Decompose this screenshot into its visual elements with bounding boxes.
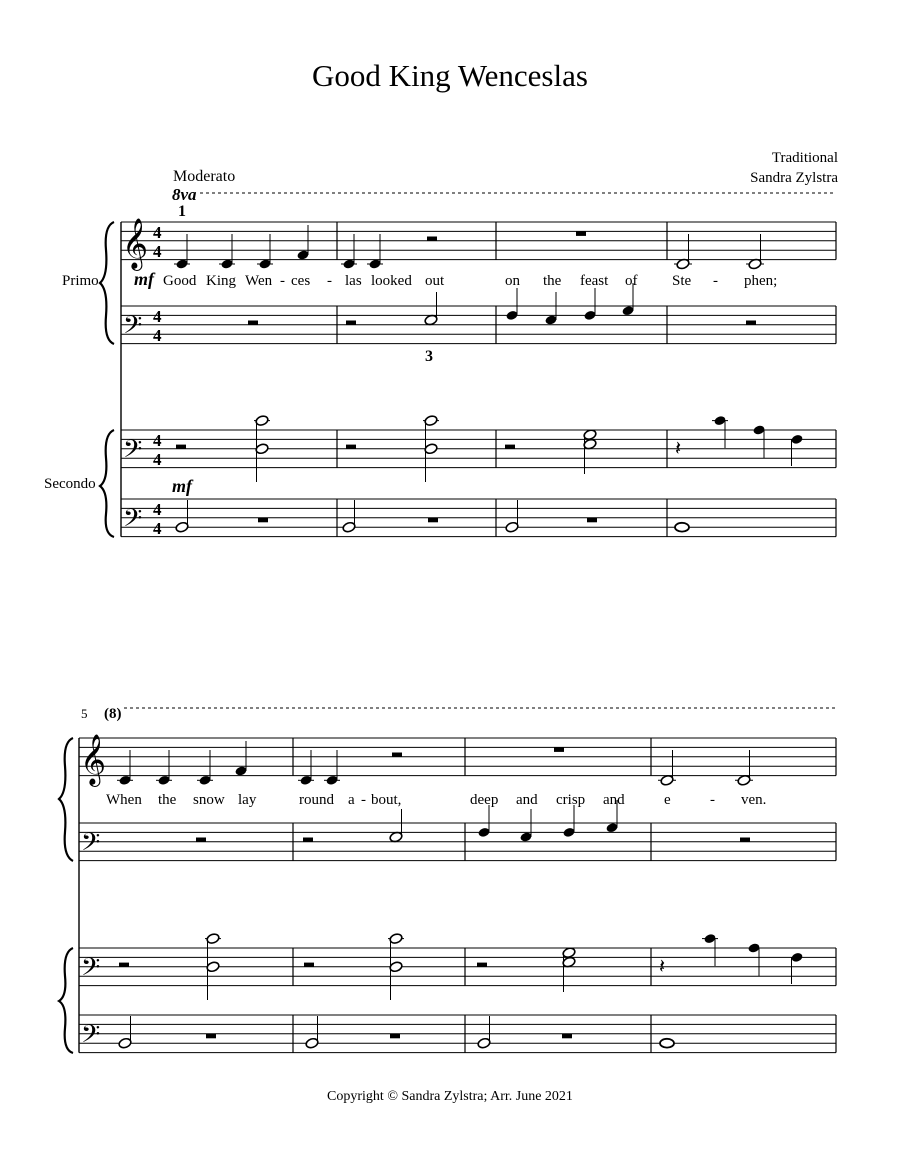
svg-text:-: - (713, 273, 718, 289)
time-sig-top: 4 (153, 500, 162, 519)
svg-text:of: of (625, 273, 638, 289)
page-title: Good King Wenceslas (312, 58, 588, 93)
svg-text:las: las (345, 273, 362, 289)
time-sig-top: 4 (153, 431, 162, 450)
arranger-credit: Sandra Zylstra (750, 170, 838, 186)
bass-clef-icon: 𝄢 (123, 436, 143, 469)
svg-text:ven.: ven. (741, 792, 767, 808)
svg-text:When: When (106, 792, 142, 808)
svg-text:deep: deep (470, 792, 499, 808)
svg-text:-: - (280, 273, 285, 289)
time-sig-bottom: 4 (153, 450, 162, 469)
primo-treble-notes-m2 (341, 234, 437, 270)
staff-secondo-bass-2 (79, 1015, 836, 1053)
part-label-primo: Primo (62, 273, 99, 289)
staff-primo-bass (121, 306, 836, 344)
svg-text:snow: snow (193, 792, 225, 808)
time-sig-bottom: 4 (153, 242, 162, 261)
quarter-rest-icon: 𝄽 (675, 438, 682, 460)
secondo-brace (100, 430, 114, 537)
secondo-brace (59, 948, 73, 1053)
staff-secondo-bass (121, 499, 836, 537)
svg-text:the: the (543, 273, 562, 289)
time-sig-bottom: 4 (153, 326, 162, 345)
tempo-marking: Moderato (173, 168, 236, 185)
staff-secondo-treble-2 (79, 948, 836, 986)
bass-clef-icon: 𝄢 (81, 954, 101, 987)
svg-text:-: - (710, 792, 715, 808)
svg-text:crisp: crisp (556, 792, 586, 808)
bass-clef-icon: 𝄢 (81, 1021, 101, 1054)
dynamic-mf: mf (172, 476, 192, 496)
whole-rest (576, 231, 586, 236)
svg-text:King: King (206, 273, 236, 289)
svg-text:on: on (505, 273, 520, 289)
svg-text:feast: feast (580, 273, 609, 289)
secondo-lower-notes-sys2 (118, 1016, 674, 1049)
staff-primo-bass-2 (79, 823, 836, 861)
barlines (337, 222, 836, 537)
treble-clef-icon: 𝄞 (80, 735, 107, 784)
svg-text:and: and (516, 792, 538, 808)
time-sig-top: 4 (153, 223, 162, 242)
svg-text:a: a (348, 792, 355, 808)
svg-text:Ste: Ste (672, 273, 692, 289)
part-label-secondo: Secondo (44, 476, 96, 492)
svg-text:looked: looked (371, 273, 412, 289)
svg-text:Wen: Wen (245, 273, 273, 289)
time-sig-bottom: 4 (153, 519, 162, 538)
primo-brace (100, 222, 114, 344)
svg-text:-: - (361, 792, 366, 808)
staff-secondo-treble (121, 430, 836, 468)
composer-credit: Traditional (771, 150, 838, 166)
treble-clef-icon: 𝄞 (122, 219, 149, 268)
ottava-continued: (8) (104, 706, 122, 722)
time-sig-top: 4 (153, 307, 162, 326)
measure-number-5: 5 (81, 706, 88, 721)
svg-text:bout,: bout, (371, 792, 402, 808)
secondo-lower-notes-sys1 (175, 500, 689, 533)
barlines (293, 738, 836, 1053)
svg-text:the: the (158, 792, 177, 808)
bass-clef-icon: 𝄢 (123, 505, 143, 538)
svg-text:phen;: phen; (744, 273, 778, 289)
lyrics-system-1 (163, 273, 777, 289)
svg-text:out: out (425, 273, 445, 289)
svg-text:ces: ces (291, 273, 311, 289)
bass-clef-icon: 𝄢 (81, 829, 101, 862)
svg-text:-: - (327, 273, 332, 289)
measure-number-1: 1 (178, 203, 186, 220)
staff-primo-treble (121, 222, 836, 260)
bass-clef-icon: 𝄢 (123, 312, 143, 345)
dynamic-mf: mf (134, 269, 154, 289)
lyrics-system-2 (106, 792, 766, 808)
svg-text:round: round (299, 792, 334, 808)
measure-number-3: 3 (425, 348, 433, 365)
svg-text:Good: Good (163, 273, 197, 289)
primo-bass-notes-sys1 (248, 283, 756, 326)
svg-text:e: e (664, 792, 671, 808)
staff-primo-treble-2 (79, 738, 836, 776)
primo-treble-notes-m4 (674, 234, 764, 270)
ottava-mark: 8va (172, 185, 197, 204)
svg-text:lay: lay (238, 792, 257, 808)
primo-brace (59, 738, 73, 861)
copyright-notice: Copyright © Sandra Zylstra; Arr. June 2021 (327, 1089, 573, 1104)
svg-text:and: and (603, 792, 625, 808)
quarter-rest-icon: 𝄽 (659, 956, 666, 978)
